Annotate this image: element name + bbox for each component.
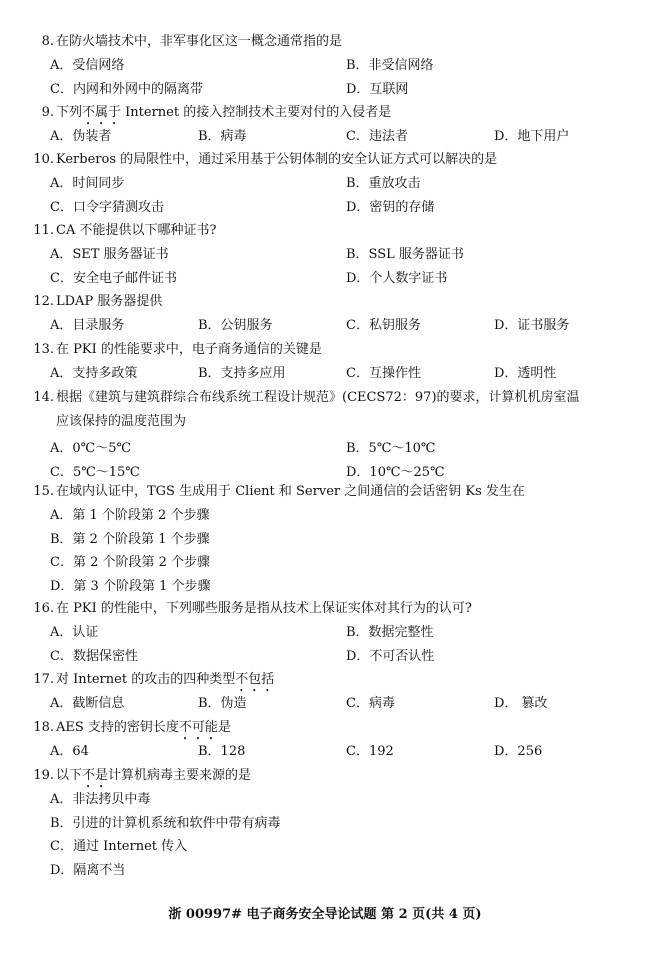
options (50, 437, 590, 484)
question-number: 13. (33, 342, 54, 357)
options (50, 362, 590, 386)
stem-text: 根据《建筑与建筑群综合布线系统工程设计规范》(CECS72：97)的要求，计算机机房室温应该保持的温度范围为 (56, 390, 580, 429)
question-9 (30, 101, 590, 149)
stem-text: 在防火墙技术中，非军事化区这一概念通常指的是 (56, 34, 343, 49)
option-c: C．5℃～15℃ (50, 464, 140, 480)
question-stem (30, 101, 590, 125)
question-stem (30, 148, 590, 172)
option-d: D．256 (494, 744, 543, 759)
question-13 (30, 338, 590, 386)
stem-text: 在 PKI 的性能要求中，电子商务通信的关键是 (56, 342, 322, 357)
option-b: B．SSL 服务器证书 (346, 247, 464, 262)
question-stem (30, 597, 590, 621)
stem-text: Kerberos 的局限性中，通过采用基于公钥体制的安全认证方式可以解决的是 (56, 152, 498, 167)
option-d: D．地下用户 (494, 129, 570, 144)
option-b: B．支持多应用 (198, 366, 286, 381)
option-a: A．64 (50, 744, 89, 759)
option-a: A．时间同步 (50, 176, 125, 191)
question-number: 8. (41, 34, 54, 49)
option-b: B．引进的计算机系统和软件中带有病毒 (50, 815, 281, 831)
option-b: B．128 (198, 744, 246, 759)
option-b: B．数据完整性 (346, 625, 434, 640)
question-stem (30, 668, 590, 692)
question-number: 15. (33, 484, 54, 499)
option-a: A．目录服务 (50, 318, 125, 333)
option-c: C．互操作性 (346, 366, 421, 381)
option-b: B．伪造 (198, 696, 247, 711)
option-a: A．截断信息 (50, 696, 125, 711)
stem-text-tail: 是 (217, 720, 231, 735)
option-c: C．违法者 (346, 129, 408, 144)
question-stem (30, 764, 590, 788)
question-number: 14. (33, 390, 54, 405)
question-number: 19. (33, 768, 54, 783)
option-b: B．5℃～10℃ (346, 441, 436, 456)
question-10 (30, 148, 590, 219)
question-stem (30, 386, 590, 437)
question-stem (30, 480, 590, 504)
stem-emphasis: 不属于 (82, 105, 122, 120)
option-d: D． 篡改 (494, 696, 548, 711)
page-footer: 浙 00997# 电子商务安全导论试题 第 2 页(共 4 页) (168, 907, 482, 922)
question-stem (30, 338, 590, 362)
option-b: B．非受信网络 (346, 58, 434, 73)
options (50, 504, 590, 598)
options (50, 740, 590, 764)
question-number: 9. (41, 105, 54, 120)
stem-text: 对 Internet 的攻击的四种类型 (56, 672, 236, 687)
option-d: D．隔离不当 (50, 862, 126, 878)
option-a: A．SET 服务器证书 (50, 247, 169, 262)
stem-text: 在域内认证中，TGS 生成用于 Client 和 Server 之间通信的会话密钥 Ks 发生在 (56, 484, 525, 499)
option-a: A．0℃～5℃ (50, 441, 132, 456)
option-c: C．内网和外网中的隔离带 (50, 81, 203, 97)
option-d: D．透明性 (494, 366, 557, 381)
option-d: D．互联网 (346, 81, 409, 97)
question-stem (30, 219, 590, 243)
options (50, 54, 590, 101)
question-stem (30, 290, 590, 314)
stem-text: AES 支持的密钥长度 (56, 720, 179, 735)
stem-text: 在 PKI 的性能中，下列哪些服务是指从技术上保证实体对其行为的认可? (56, 601, 472, 616)
question-stem (30, 716, 590, 740)
question-19 (30, 764, 590, 882)
option-d: D．第 3 个阶段第 1 个步骤 (50, 578, 211, 594)
stem-text-tail: 计算机病毒主要来源的是 (108, 768, 252, 783)
options (50, 243, 590, 290)
option-b: B．公钥服务 (198, 318, 273, 333)
option-a: A．受信网络 (50, 58, 125, 73)
option-d: D．不可否认性 (346, 648, 435, 664)
stem-text: CA 不能提供以下哪种证书? (56, 223, 217, 238)
option-c: C．病毒 (346, 696, 395, 711)
question-12 (30, 290, 590, 338)
option-c: C．安全电子邮件证书 (50, 270, 177, 286)
option-c: C．通过 Internet 传入 (50, 839, 188, 854)
option-c: C．数据保密性 (50, 648, 138, 664)
question-15 (30, 480, 590, 598)
question-number: 16. (33, 601, 54, 616)
options (50, 621, 590, 668)
options (50, 172, 590, 219)
stem-text: 以下 (56, 768, 83, 783)
stem-text-tail: Internet 的接入控制技术主要对付的入侵者是 (121, 105, 392, 120)
question-17 (30, 668, 590, 716)
stem-emphasis: 不是 (82, 768, 109, 783)
options (50, 692, 590, 716)
option-c: C．口令字猜测攻击 (50, 199, 164, 215)
question-stem (30, 30, 590, 54)
question-18 (30, 716, 590, 764)
stem-emphasis: 不包括 (235, 672, 275, 687)
option-c: C．192 (346, 744, 394, 759)
options (50, 314, 590, 338)
question-number: 17. (33, 672, 54, 687)
question-number: 10. (33, 152, 54, 167)
option-c: C．第 2 个阶段第 2 个步骤 (50, 555, 211, 570)
option-d: D．个人数字证书 (346, 270, 448, 286)
option-d: D．证书服务 (494, 318, 570, 333)
option-b: B．病毒 (198, 129, 247, 144)
question-8 (30, 30, 590, 101)
option-d: D．密钥的存储 (346, 199, 435, 215)
option-b: B．重放攻击 (346, 176, 421, 191)
question-number: 11. (33, 223, 54, 238)
options (50, 788, 590, 882)
option-b: B．第 2 个阶段第 1 个步骤 (50, 531, 210, 547)
stem-text: 下列 (56, 105, 83, 120)
option-a: A．认证 (50, 625, 99, 640)
option-d: D．10℃～25℃ (346, 464, 445, 480)
question-14 (30, 386, 590, 484)
stem-emphasis: 不可能 (178, 720, 218, 735)
question-number: 18. (33, 720, 54, 735)
stem-text: LDAP 服务器提供 (56, 294, 163, 309)
question-11 (30, 219, 590, 290)
option-a: A．非法拷贝中毒 (50, 792, 151, 807)
options (50, 125, 590, 149)
option-a: A．伪装者 (50, 129, 112, 144)
option-c: C．私钥服务 (346, 318, 421, 333)
option-a: A．支持多政策 (50, 366, 138, 381)
question-number: 12. (33, 294, 54, 309)
option-a: A．第 1 个阶段第 2 个步骤 (50, 508, 210, 523)
question-16 (30, 597, 590, 668)
